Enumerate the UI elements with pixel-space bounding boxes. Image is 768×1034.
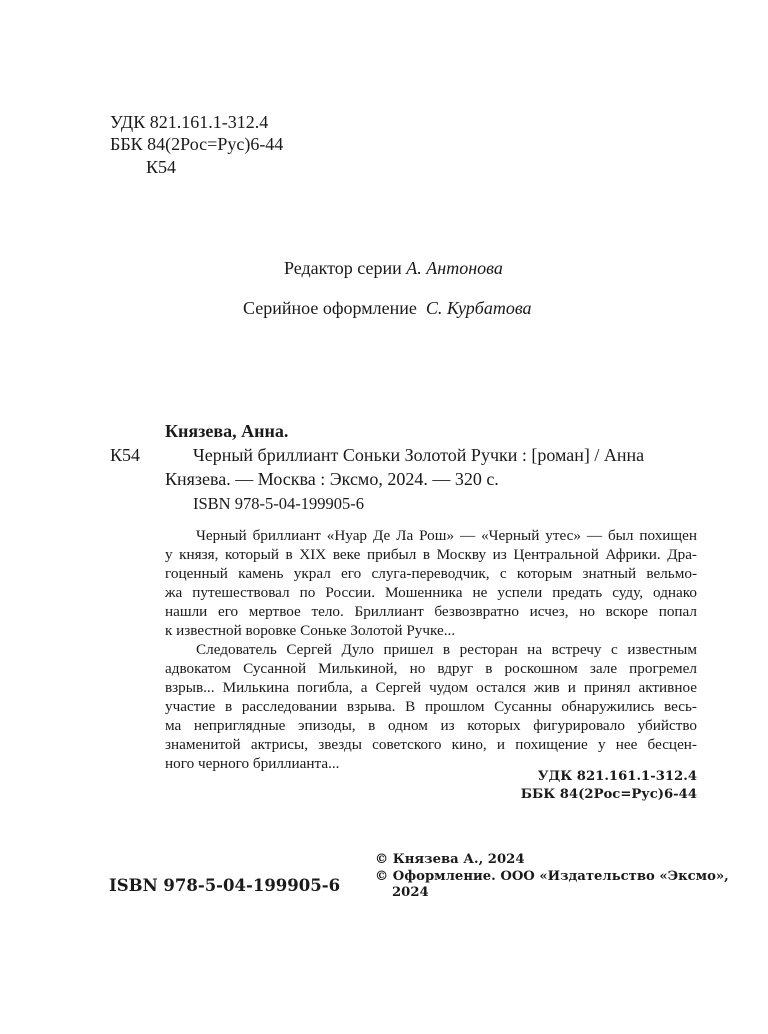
bbk-code: ББК 84(2Рос=Рус)6-44 <box>110 134 284 154</box>
series-editor-label: Редактор серии <box>284 258 402 278</box>
bottom-udk: УДК 821.161.1-312.4 <box>537 769 697 784</box>
annotation-line: к известной воровке Соньке Золотой Ручке... <box>165 622 456 639</box>
annotation-line: Черный бриллиант «Нуар Де Ла Рош» — «Черный утес» — был похищен <box>196 527 697 544</box>
design-label: Серийное оформление <box>243 298 417 318</box>
annotation-line: у князя, который в XIX веке прибыл в Москву из Центральной Африки. Дра- <box>165 546 697 563</box>
annotation-line: жа путешествовал по России. Мошенника не успели предать суду, однако <box>165 584 697 601</box>
annotation-line: знаменитой актрисы, звезды советского кино, и похищение у нее бесцен- <box>165 736 697 753</box>
annotation-line: ного черного бриллианта... <box>165 755 340 772</box>
annotation-line: ма неприглядные эпизоды, в одном из которых фигурировало убийство <box>165 717 697 734</box>
copyright-author: © Князева А., 2024 <box>375 852 525 867</box>
isbn-footer: ISBN 978-5-04-199905-6 <box>109 876 341 895</box>
copyright-design: © Оформление. ООО «Издательство «Эксмо», <box>375 869 729 884</box>
annotation-line: взрыв... Милькина погибла, а Сергей чудом остался жив и принял активное <box>165 679 697 696</box>
series-editor-line <box>284 257 503 279</box>
entry-mark: К54 <box>110 445 141 465</box>
author-mark: К54 <box>146 157 177 177</box>
annotation-paragraph-2 <box>165 640 697 773</box>
entry-author: Князева, Анна. <box>165 421 289 441</box>
design-line <box>243 297 532 319</box>
copyright-year: 2024 <box>392 885 429 900</box>
bottom-bbk: ББК 84(2Рос=Рус)6-44 <box>520 787 697 802</box>
annotation-line: участие в расследовании взрыва. В прошлом Сусанны обнаружились весь- <box>165 698 697 715</box>
annotation <box>165 526 697 773</box>
annotation-line: нашли его мертвое тело. Бриллиант безвозвратно исчез, но вскоре попал <box>165 603 697 620</box>
annotation-line: гоценный камень украл его слуга-переводчик, с которым знатный вельмо- <box>165 565 697 582</box>
series-editor-name: А. Антонова <box>406 258 503 278</box>
udk-code: УДК 821.161.1-312.4 <box>110 112 269 132</box>
design-name: С. Курбатова <box>425 298 532 318</box>
entry-title-line: Черный бриллиант Соньки Золотой Ручки : [роман] / Анна <box>193 445 645 465</box>
annotation-paragraph-1 <box>165 526 697 640</box>
entry-isbn: ISBN 978-5-04-199905-6 <box>193 494 364 513</box>
annotation-line: адвокатом Сусанной Милькиной, но вдруг в роскошном зале прогремел <box>165 660 697 677</box>
annotation-line: Следователь Сергей Дуло пришел в ресторан на встречу с известным <box>196 641 697 658</box>
entry-imprint-line: Князева. — Москва : Эксмо, 2024. — 320 с. <box>165 469 499 489</box>
